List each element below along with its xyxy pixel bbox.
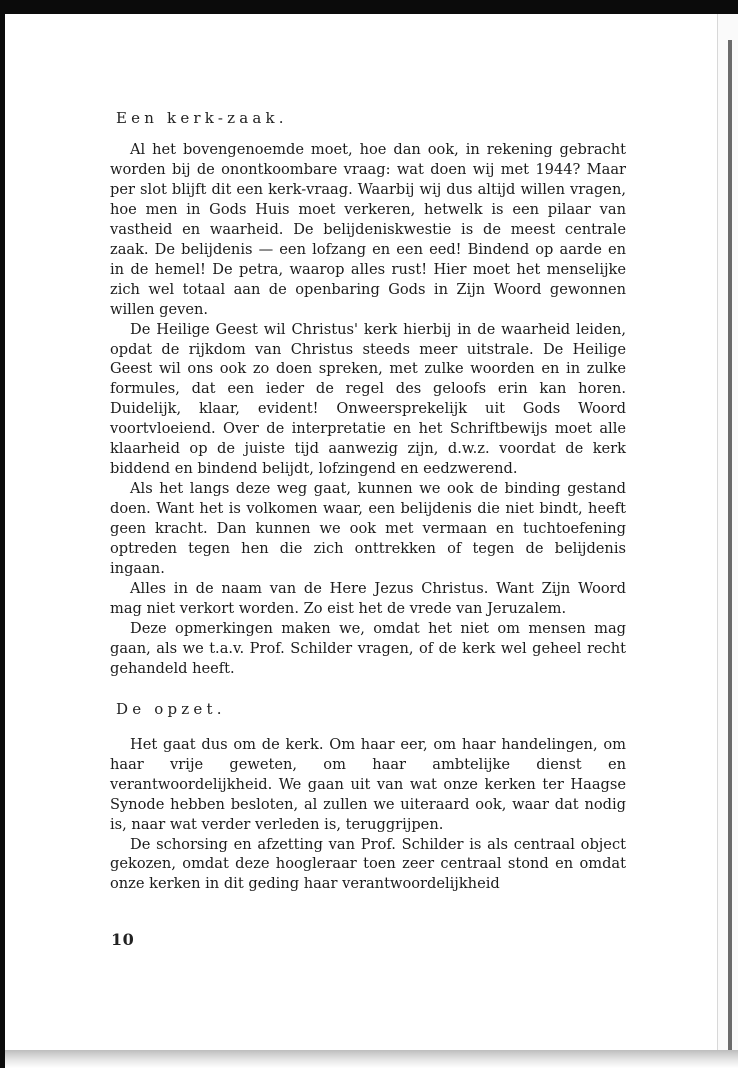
section-heading-kerk-zaak: Een kerk-zaak. bbox=[116, 109, 288, 127]
page-number: 10 bbox=[111, 930, 135, 949]
paragraph: De Heilige Geest wil Christus' kerk hierbij in de waarheid leiden, opdat de rijkdom van Christus steeds meer uitstrale. De Heilige Geest wil ons ook zo doen spreken, met zulke woorden en in zulke formules, dat een ieder de regel des geloofs erin kan horen. Duidelijk, klaar, evident! Onweersprekelijk uit Gods Woord voortvloeiend. Over de interpretatie en het Schriftbewijs moet alle klaarheid op de juiste tijd aanwezig zijn, d.w.z. voordat de kerk biddend en bindend belijdt, lofzingend en eedzwerend. bbox=[110, 320, 626, 478]
scan-top-edge bbox=[0, 0, 738, 14]
paragraph: Deze opmerkingen maken we, omdat het niet om mensen mag gaan, als we t.a.v. Prof. Schilder vragen, of de kerk wel geheel recht gehandeld heeft. bbox=[110, 619, 626, 677]
page-content bbox=[110, 108, 626, 894]
paragraph: Het gaat dus om de kerk. Om haar eer, om haar handelingen, om haar vrije geweten, om haar ambtelijke dienst en verantwoordelijkheid. We gaan uit van wat onze kerken ter Haagse Synode hebben besloten, al zullen we uiteraard ook, waar dat nodig is, naar wat verder verleden is, teruggrijpen. bbox=[110, 735, 626, 833]
paragraph: De schorsing en afzetting van Prof. Schilder is als centraal object gekozen, omdat deze hoogleraar toen zeer centraal stond en omdat onze kerken in dit geding haar verantwoordelijkheid bbox=[110, 835, 626, 893]
paragraph: Als het langs deze weg gaat, kunnen we ook de binding gestand doen. Want het is volkomen waar, een belijdenis die niet bindt, heeft geen kracht. Dan kunnen we ook met vermaan en tuchtoefening optreden tegen hen die zich onttrekken of tegen de belijdenis ingaan. bbox=[110, 480, 626, 578]
scan-right-shadow bbox=[728, 40, 732, 1050]
paragraph: Al het bovengenoemde moet, hoe dan ook, in rekening gebracht worden bij de onontkoombare vraag: wat doen wij met 1944? Maar per slot blijft dit een kerk-vraag. Waarbij wij dus altijd willen vragen, hoe men in Gods Huis moet verkeren, hetwelk is een pilaar van vastheid en waarheid. De belijdeniskwestie is de meest centrale zaak. De belijdenis — een lofzang en een eed! Bindend op aarde en in de hemel! De petra, waarop alles rust! Hier moet het menselijke zich wel totaal aan de openbaring Gods in Zijn Woord gewonnen willen geven. bbox=[110, 141, 626, 318]
section-heading-opzet: De opzet. bbox=[116, 699, 226, 718]
paragraph: Alles in de naam van de Here Jezus Christus. Want Zijn Woord mag niet verkort worden. Zo eist het de vrede van Jeruzalem. bbox=[110, 579, 626, 617]
scan-bottom-shadow bbox=[5, 1050, 738, 1068]
